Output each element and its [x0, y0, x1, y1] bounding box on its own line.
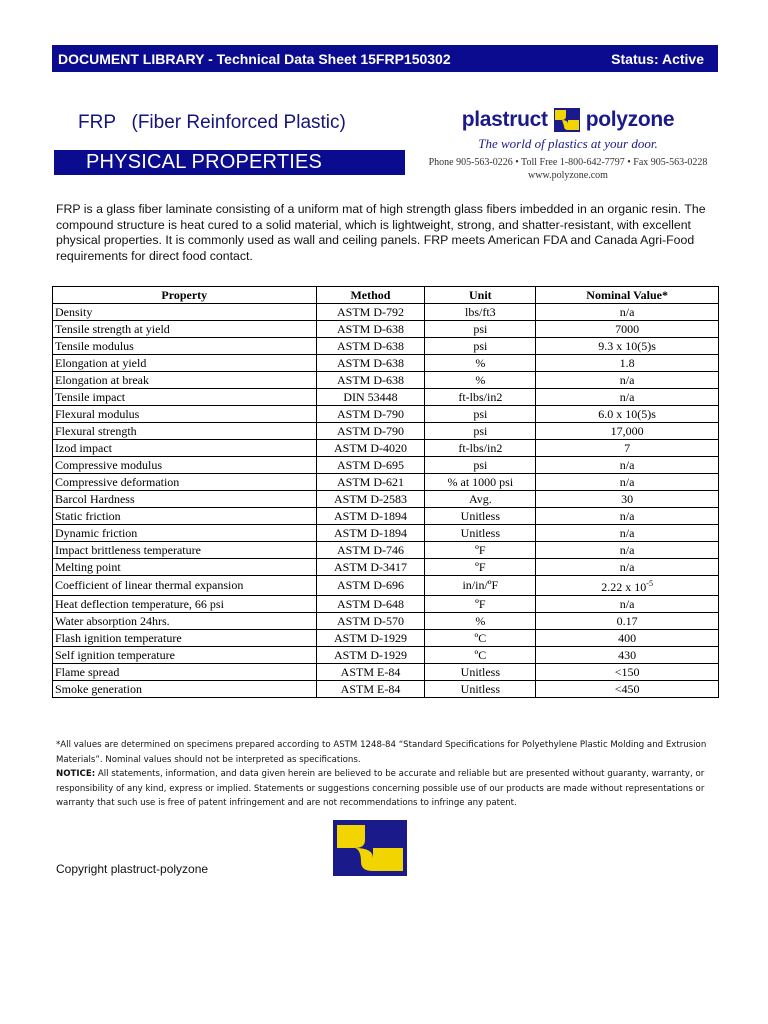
property-cell: Izod impact	[53, 440, 317, 457]
property-cell: Barcol Hardness	[53, 491, 317, 508]
table-row	[53, 321, 719, 338]
method-cell: ASTM D-1894	[316, 525, 425, 542]
unit-cell: ºC	[425, 630, 536, 647]
table-row	[53, 508, 719, 525]
unit-cell: % at 1000 psi	[425, 474, 536, 491]
nominal-value-cell: 7	[536, 440, 719, 457]
property-cell: Tensile strength at yield	[53, 321, 317, 338]
column-header-unit: Unit	[425, 287, 536, 304]
method-cell: ASTM D-638	[316, 338, 425, 355]
nominal-value-cell: 6.0 x 10(5)s	[536, 406, 719, 423]
nominal-value-cell: n/a	[536, 542, 719, 559]
property-cell: Flexural modulus	[53, 406, 317, 423]
method-cell: ASTM E-84	[316, 681, 425, 698]
unit-cell: psi	[425, 321, 536, 338]
copyright-text: Copyright plastruct-polyzone	[56, 862, 209, 876]
unit-cell: ºF	[425, 559, 536, 576]
table-row	[53, 474, 719, 491]
nominal-value-cell: 9.3 x 10(5)s	[536, 338, 719, 355]
method-cell: ASTM D-1929	[316, 647, 425, 664]
table-body	[53, 304, 719, 698]
nominal-value-cell: n/a	[536, 389, 719, 406]
nominal-value-cell: n/a	[536, 474, 719, 491]
method-cell: ASTM D-2583	[316, 491, 425, 508]
brand-tagline: The world of plastics at your door.	[478, 136, 658, 151]
table-row	[53, 542, 719, 559]
unit-cell: Unitless	[425, 525, 536, 542]
table-row	[53, 338, 719, 355]
nominal-value-cell: 30	[536, 491, 719, 508]
unit-cell: psi	[425, 406, 536, 423]
table-row	[53, 647, 719, 664]
nominal-value-cell: 17,000	[536, 423, 719, 440]
nominal-value-cell: n/a	[536, 596, 719, 613]
table-header-row	[53, 287, 719, 304]
method-cell: ASTM D-638	[316, 321, 425, 338]
unit-cell: Unitless	[425, 508, 536, 525]
method-cell: ASTM D-695	[316, 457, 425, 474]
nominal-value-cell: 430	[536, 647, 719, 664]
nominal-value-cell: 0.17	[536, 613, 719, 630]
unit-cell: Avg.	[425, 491, 536, 508]
notes-block	[56, 738, 718, 811]
table-row	[53, 406, 719, 423]
properties-table	[52, 286, 719, 698]
notice-label: NOTICE:	[56, 769, 96, 779]
section-title: PHYSICAL PROPERTIES	[86, 151, 323, 173]
nominal-value-cell: 1.8	[536, 355, 719, 372]
property-cell: Dynamic friction	[53, 525, 317, 542]
nominal-value-cell: n/a	[536, 559, 719, 576]
table-row	[53, 440, 719, 457]
intro-paragraph: FRP is a glass fiber laminate consisting of a uniform mat of high strength glass fibers imbedded in an organic resin. The compound structure is heat cured to a solid material, which is lightweight, strong, and shatter-resistant, with excellent physical properties. It is commonly used as wall and ceiling panels. FRP meets American FDA and Canada Agri-Food requirements for direct food contact.	[56, 202, 706, 263]
column-header-property: Property	[53, 287, 317, 304]
table-row	[53, 596, 719, 613]
table-row	[53, 681, 719, 698]
unit-cell: %	[425, 372, 536, 389]
notice-paragraph	[56, 767, 718, 811]
polyzone-emblem-icon	[333, 820, 407, 876]
table-row	[53, 389, 719, 406]
method-cell: ASTM D-570	[316, 613, 425, 630]
section-heading	[54, 150, 405, 175]
method-cell: ASTM D-638	[316, 355, 425, 372]
unit-cell: ºC	[425, 647, 536, 664]
property-cell: Compressive deformation	[53, 474, 317, 491]
property-cell: Static friction	[53, 508, 317, 525]
property-cell: Heat deflection temperature, 66 psi	[53, 596, 317, 613]
nominal-value-cell: <150	[536, 664, 719, 681]
property-cell: Compressive modulus	[53, 457, 317, 474]
property-cell: Flash ignition temperature	[53, 630, 317, 647]
property-cell: Elongation at yield	[53, 355, 317, 372]
nominal-value-cell: 400	[536, 630, 719, 647]
property-cell: Elongation at break	[53, 372, 317, 389]
document-library-title: DOCUMENT LIBRARY - Technical Data Sheet 15FRP150302	[58, 50, 451, 67]
table-row	[53, 491, 719, 508]
unit-cell: ºF	[425, 596, 536, 613]
unit-cell: lbs/ft3	[425, 304, 536, 321]
status-badge: Status: Active	[611, 50, 704, 67]
document-header-bar	[52, 45, 718, 72]
property-cell: Melting point	[53, 559, 317, 576]
property-cell: Tensile modulus	[53, 338, 317, 355]
method-cell: ASTM D-1929	[316, 630, 425, 647]
table-row	[53, 559, 719, 576]
table-row	[53, 576, 719, 596]
property-cell: Self ignition temperature	[53, 647, 317, 664]
property-cell: Flame spread	[53, 664, 317, 681]
polyzone-logo-icon	[554, 108, 580, 132]
unit-cell: ft-lbs/in2	[425, 389, 536, 406]
unit-cell: ft-lbs/in2	[425, 440, 536, 457]
method-cell: ASTM D-621	[316, 474, 425, 491]
unit-cell: %	[425, 355, 536, 372]
property-cell: Impact brittleness temperature	[53, 542, 317, 559]
property-cell: Water absorption 24hrs.	[53, 613, 317, 630]
nominal-value-cell: n/a	[536, 304, 719, 321]
brand-name-right: polyzone	[585, 108, 675, 131]
table-row	[53, 613, 719, 630]
table-row	[53, 457, 719, 474]
table-row	[53, 372, 719, 389]
method-cell: ASTM D-790	[316, 406, 425, 423]
notice-text: All statements, information, and data given herein are believed to be accurate and reliable but are presented without guaranty, warranty, or responsibility of any kind, express or implied. Statements or suggestions concerning possible use of our products are made without representations or warranty that such use is free of patent infringement and are not recommendations to infringe any patent.	[56, 769, 705, 808]
unit-cell: psi	[425, 457, 536, 474]
nominal-value-cell: <450	[536, 681, 719, 698]
table-row	[53, 355, 719, 372]
unit-cell: %	[425, 613, 536, 630]
unit-cell: psi	[425, 338, 536, 355]
nominal-value-cell: n/a	[536, 525, 719, 542]
property-cell: Tensile impact	[53, 389, 317, 406]
method-cell: ASTM D-648	[316, 596, 425, 613]
nominal-value-cell: n/a	[536, 508, 719, 525]
nominal-value-cell: 2.22 x $10^{-5}$	[536, 576, 719, 596]
page-title: FRP (Fiber Reinforced Plastic)	[78, 112, 346, 133]
table-row	[53, 525, 719, 542]
footnote-text: *All values are determined on specimens prepared according to ASTM 1248-84 “Standard Specifications for Polyethylene Plastic Molding and Extrusion Materials”. Nominal values should not be interpreted as specifications.	[56, 740, 707, 765]
brand-url: www.polyzone.com	[528, 170, 608, 181]
table-row	[53, 304, 719, 321]
method-cell: ASTM D-4020	[316, 440, 425, 457]
property-cell: Coefficient of linear thermal expansion	[53, 576, 317, 596]
method-cell: ASTM D-638	[316, 372, 425, 389]
method-cell: ASTM D-1894	[316, 508, 425, 525]
method-cell: DIN 53448	[316, 389, 425, 406]
brand-logo	[418, 108, 718, 132]
table-row	[53, 664, 719, 681]
method-cell: ASTM D-790	[316, 423, 425, 440]
unit-cell: ºF	[425, 542, 536, 559]
brand-contact: Phone 905-563-0226 • Toll Free 1-800-642-7797 • Fax 905-563-0228	[428, 157, 708, 168]
method-cell: ASTM D-3417	[316, 559, 425, 576]
unit-cell: in/in/ºF	[425, 576, 536, 596]
brand-name-left: plastruct	[461, 108, 548, 131]
nominal-value-cell: n/a	[536, 457, 719, 474]
column-header-method: Method	[316, 287, 425, 304]
table-row	[53, 423, 719, 440]
property-cell: Density	[53, 304, 317, 321]
brand-block	[418, 108, 718, 181]
property-cell: Flexural strength	[53, 423, 317, 440]
unit-cell: Unitless	[425, 681, 536, 698]
nominal-value-cell: 7000	[536, 321, 719, 338]
method-cell: ASTM D-696	[316, 576, 425, 596]
method-cell: ASTM D-792	[316, 304, 425, 321]
nominal-value-cell: n/a	[536, 372, 719, 389]
unit-cell: psi	[425, 423, 536, 440]
method-cell: ASTM D-746	[316, 542, 425, 559]
property-cell: Smoke generation	[53, 681, 317, 698]
unit-cell: Unitless	[425, 664, 536, 681]
method-cell: ASTM E-84	[316, 664, 425, 681]
table-row	[53, 630, 719, 647]
column-header-nominal-value: Nominal Value*	[536, 287, 719, 304]
